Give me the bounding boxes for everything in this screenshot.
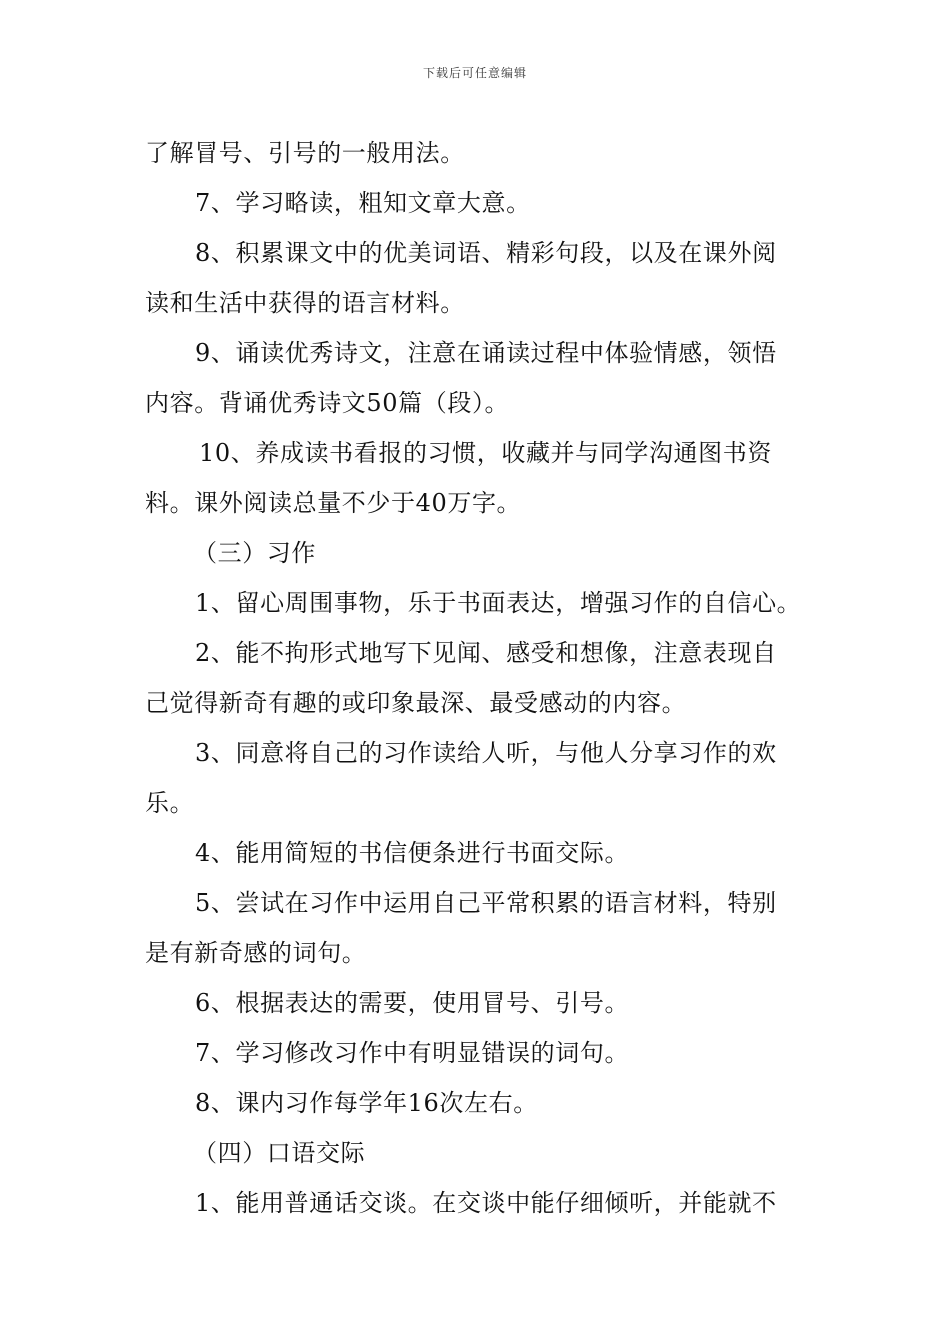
section-heading-oral-communication: （四）口语交际	[193, 1139, 366, 1167]
list-item-7-revise: 7、学习修改习作中有明显错误的词句。	[195, 1039, 630, 1067]
section-heading-writing: （三）习作	[193, 539, 316, 567]
list-item-1-mandarin: 1、能用普通话交谈。在交谈中能仔细倾听，并能就不	[195, 1189, 777, 1217]
page-header-note: 下载后可任意编辑	[422, 66, 527, 80]
list-item-5-use-language: 5、尝试在习作中运用自己平常积累的语言材料，特别	[195, 889, 777, 917]
document-body	[145, 128, 815, 1228]
text-line: 是有新奇感的词句。	[145, 939, 367, 967]
list-item-3-share-writing: 3、同意将自己的习作读给人听，与他人分享习作的欢	[195, 739, 777, 767]
text-line: 己觉得新奇有趣的或印象最深、最受感动的内容。	[145, 689, 687, 717]
list-item-10-reading-habit: 10、养成读书看报的习惯，收藏并与同学沟通图书资	[199, 439, 772, 467]
list-item-8-writing-count: 8、课内习作每学年16次左右。	[195, 1089, 538, 1117]
text-line: 料。课外阅读总量不少于40万字。	[145, 489, 522, 517]
text-line: 内容。背诵优秀诗文50篇（段）。	[145, 389, 510, 417]
list-item-8-accumulate-words: 8、积累课文中的优美词语、精彩句段，以及在课外阅	[195, 239, 777, 267]
list-item-9-recite-poems: 9、诵读优秀诗文，注意在诵读过程中体验情感，领悟	[195, 339, 777, 367]
list-item-1-observe: 1、留心周围事物，乐于书面表达，增强习作的自信心。	[195, 589, 802, 617]
text-line: 了解冒号、引号的一般用法。	[145, 139, 465, 167]
text-line: 乐。	[145, 789, 195, 817]
list-item-4-letters: 4、能用简短的书信便条进行书面交际。	[195, 839, 630, 867]
list-item-2-free-writing: 2、能不拘形式地写下见闻、感受和想像，注意表现自	[195, 639, 777, 667]
list-item-7-skim-reading: 7、学习略读，粗知文章大意。	[195, 189, 531, 217]
text-line: 读和生活中获得的语言材料。	[145, 289, 465, 317]
list-item-6-punctuation: 6、根据表达的需要，使用冒号、引号。	[195, 989, 630, 1017]
